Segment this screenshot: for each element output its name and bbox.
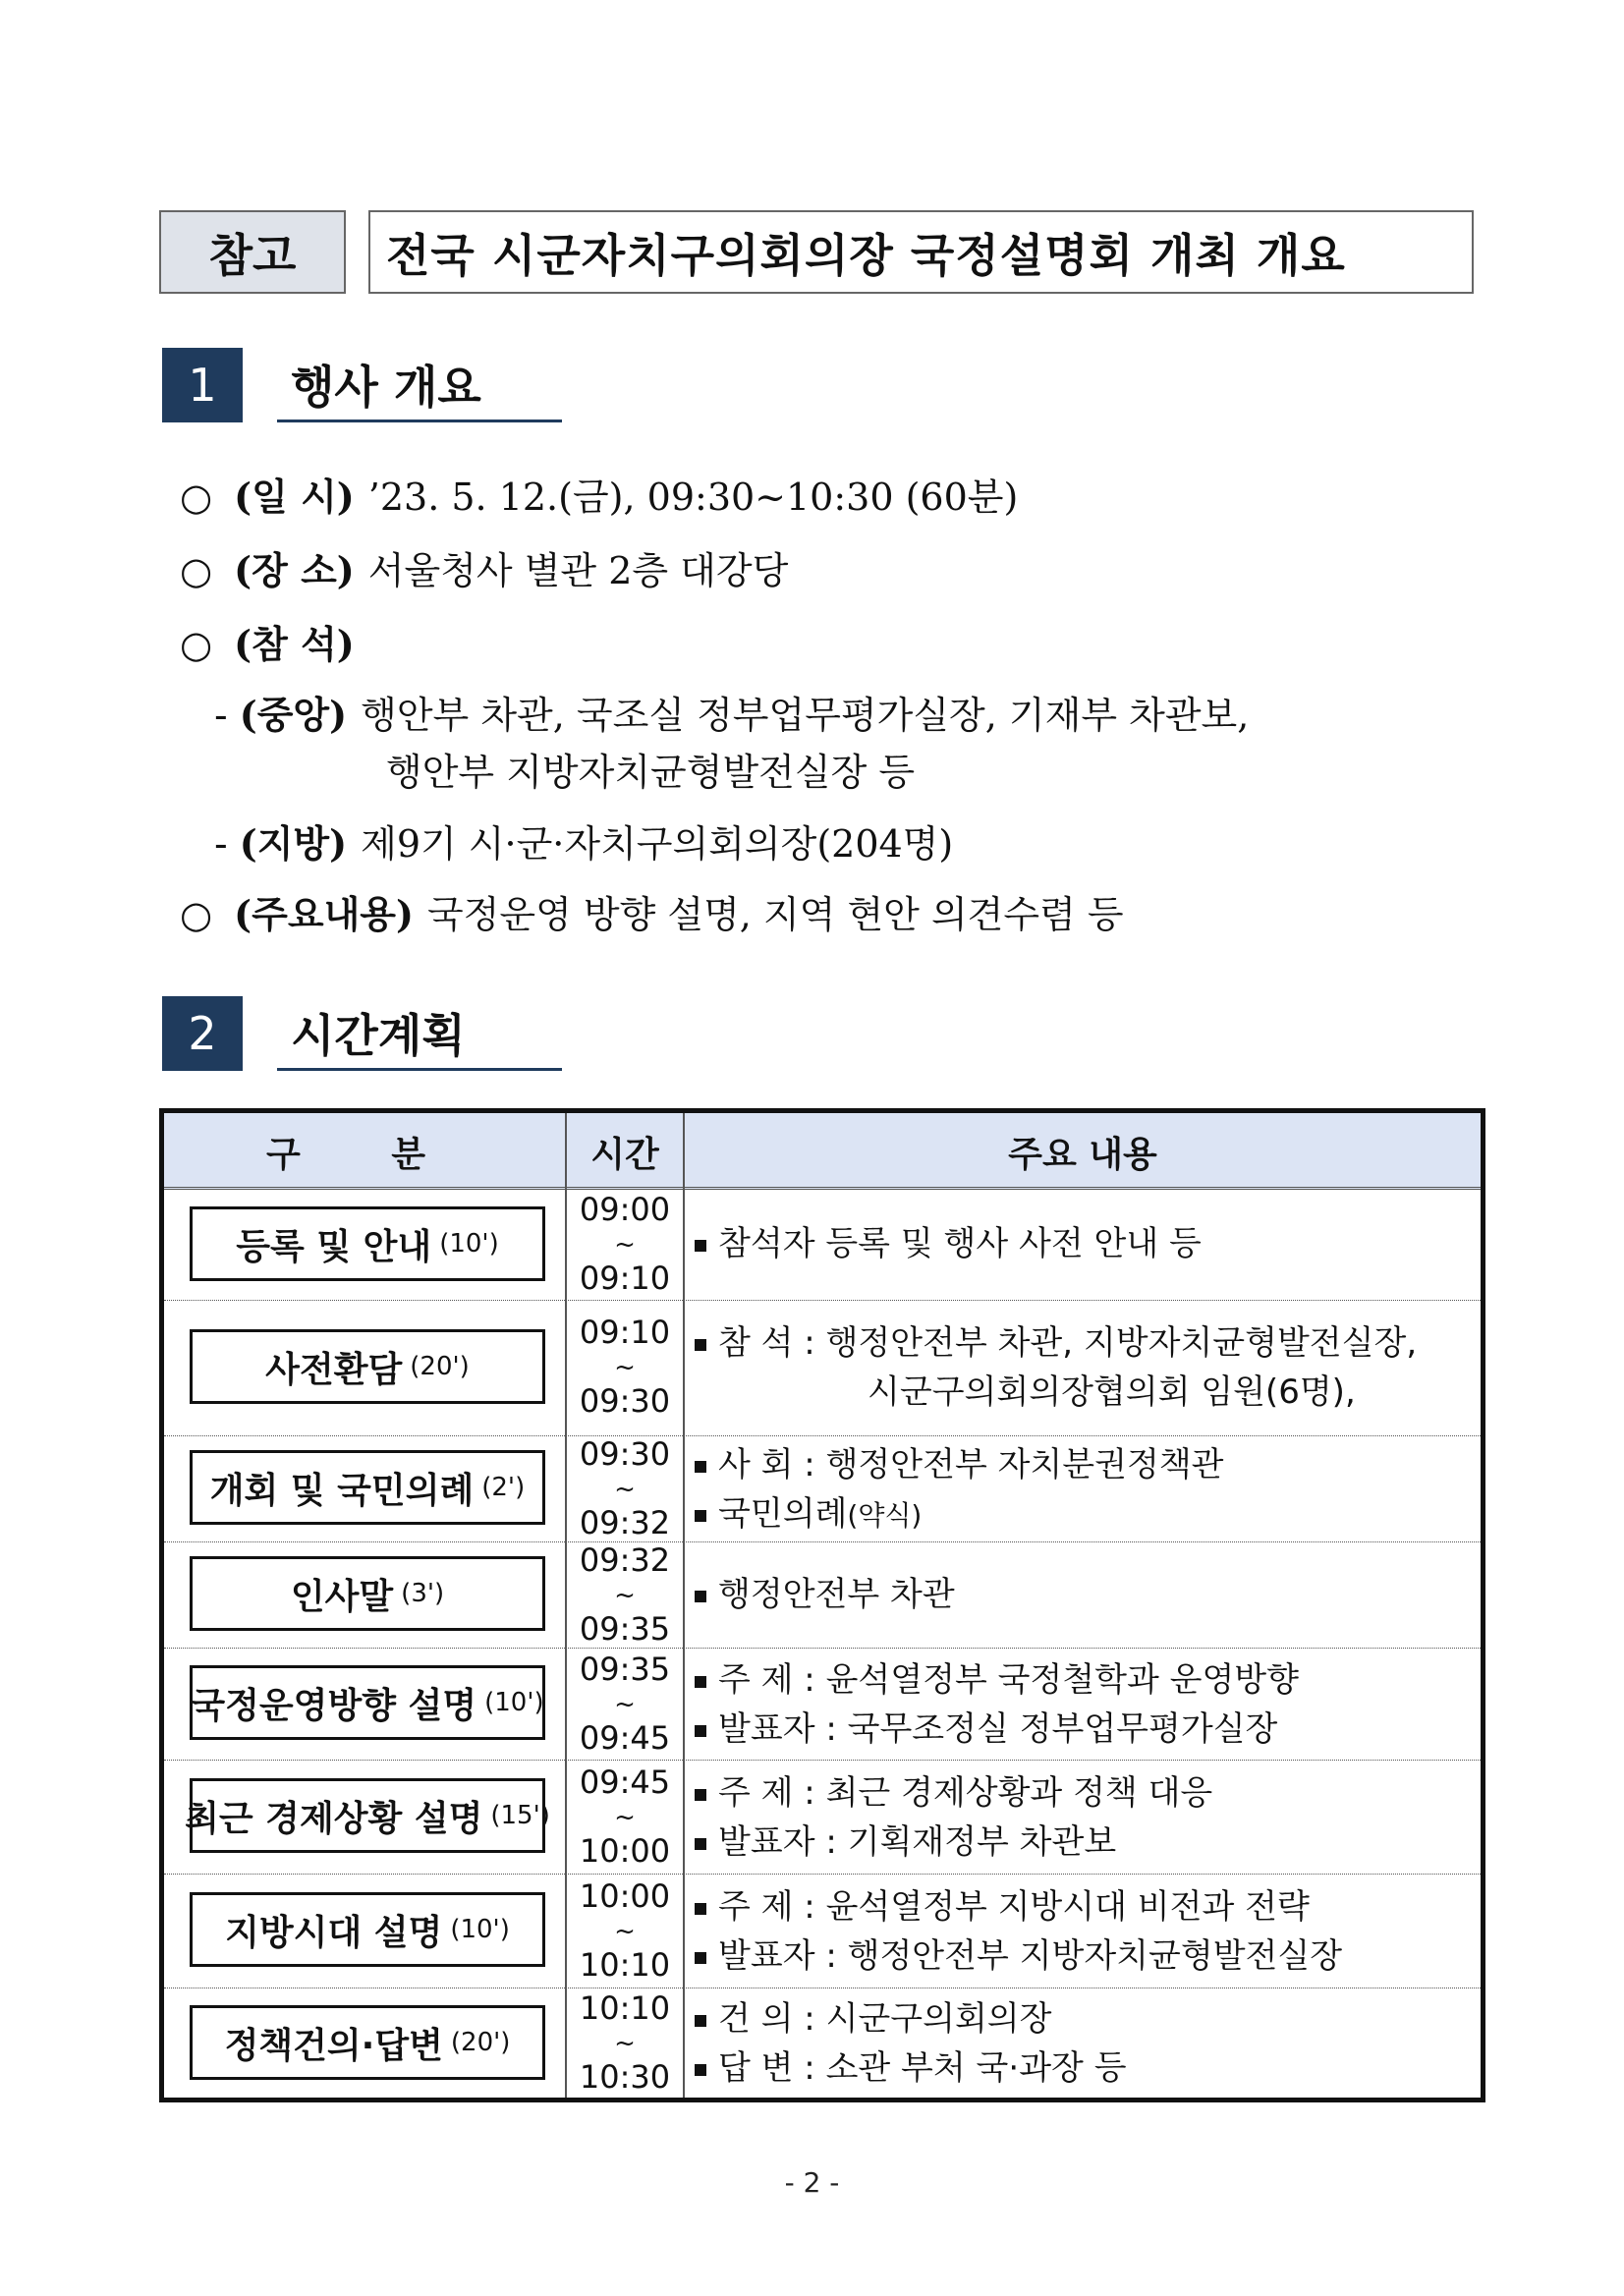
local-line — [214, 813, 953, 868]
time-cell: 10:10 ~ 10:30 — [579, 1989, 671, 2097]
content-cell: 주 제 : 윤석열정부 지방시대 비전과 전략 발표자 : 행정안전부 지방자치균형발전실장 — [695, 1882, 1481, 1981]
square-bullet-icon — [695, 1591, 706, 1602]
table-row — [164, 1435, 1481, 1541]
time-cell: 09:00 ~ 09:10 — [579, 1191, 671, 1298]
table-header — [164, 1113, 1481, 1190]
content-cell: 사 회 : 행정안전부 자치분권정책관 국민의례(약식) — [695, 1440, 1481, 1540]
category-box: 개회 및 국민의례 (2') — [190, 1450, 545, 1525]
category-box: 최근 경제상황 설명 (15') — [190, 1778, 545, 1853]
circle-bullet-icon: ○ — [180, 476, 213, 519]
main-content-line — [180, 884, 1124, 938]
section-2-number: 2 — [162, 996, 243, 1071]
circle-bullet-icon: ○ — [180, 893, 213, 936]
category-box: 국정운영방향 설명 (10') — [190, 1665, 545, 1740]
time-cell: 09:30 ~ 09:32 — [579, 1435, 671, 1542]
content-cell: 주 제 : 윤석열정부 국정철학과 운영방향 발표자 : 국무조정실 정부업무평가실장 — [695, 1655, 1481, 1754]
section-1-title: 행사 개요 — [277, 348, 562, 422]
document-title: 전국 시군자치구의회의장 국정설명회 개최 개요 — [368, 210, 1474, 294]
place-label: (장 소) — [234, 548, 355, 592]
square-bullet-icon — [695, 1789, 706, 1801]
dash-bullet: - — [214, 694, 228, 737]
time-cell: 10:00 ~ 10:10 — [579, 1877, 671, 1985]
time-cell: 09:45 ~ 10:00 — [579, 1764, 671, 1871]
central-line-2: 행안부 지방자치균형발전실장 등 — [386, 751, 916, 794]
place-line — [180, 540, 788, 594]
square-bullet-icon — [695, 2015, 706, 2027]
schedule-table — [159, 1108, 1485, 2102]
category-box: 인사말 (3') — [190, 1556, 545, 1631]
table-row — [164, 1648, 1481, 1760]
square-bullet-icon — [695, 1339, 706, 1351]
category-box: 사전환담 (20') — [190, 1329, 545, 1404]
section-1-number: 1 — [162, 348, 243, 422]
header-content: 주요 내용 — [1008, 1134, 1157, 1175]
time-cell: 09:10 ~ 09:30 — [579, 1314, 671, 1421]
datetime-value: ’23. 5. 12.(금), 09:30~10:30 (60분) — [367, 476, 1019, 519]
content-cell: 행정안전부 차관 — [695, 1570, 1481, 1619]
central-label: (중앙) — [239, 693, 348, 737]
attendees-label: (참 석) — [234, 622, 355, 666]
datetime-label: (일 시) — [234, 475, 355, 519]
time-cell: 09:35 ~ 09:45 — [579, 1651, 671, 1758]
content-cell: 참석자 등록 및 행사 사전 안내 등 — [695, 1219, 1481, 1268]
attendees-line — [180, 614, 368, 668]
content-cell: 참 석 : 행정안전부 차관, 지방자치균형발전실장, 시군구의회의장협의회 임원(6명), — [695, 1318, 1481, 1417]
table-row — [164, 1874, 1481, 1988]
square-bullet-icon — [695, 1461, 706, 1473]
content-cell: 건 의 : 시군구의회의장 답 변 : 소관 부처 국·과장 등 — [695, 1994, 1481, 2093]
square-bullet-icon — [695, 1903, 706, 1915]
central-value: 행안부 차관, 국조실 정부업무평가실장, 기재부 차관보, — [361, 694, 1250, 737]
square-bullet-icon — [695, 2064, 706, 2076]
category-box: 등록 및 안내 (10') — [190, 1206, 545, 1281]
table-row — [164, 1760, 1481, 1874]
circle-bullet-icon: ○ — [180, 549, 213, 592]
table-row — [164, 1541, 1481, 1648]
time-cell: 09:32 ~ 09:35 — [579, 1541, 671, 1649]
dash-bullet: - — [214, 822, 228, 866]
place-value: 서울청사 별관 2층 대강당 — [367, 549, 789, 592]
square-bullet-icon — [695, 1725, 706, 1737]
table-row — [164, 1192, 1481, 1300]
square-bullet-icon — [695, 1510, 706, 1522]
square-bullet-icon — [695, 1838, 706, 1850]
table-row — [164, 1300, 1481, 1435]
central-line — [214, 685, 1249, 739]
main-content-value: 국정운영 방향 설명, 지역 현안 의견수렴 등 — [426, 893, 1124, 936]
category-box: 지방시대 설명 (10') — [190, 1892, 545, 1967]
header-category: 구 분 — [265, 1134, 466, 1175]
content-cell: 주 제 : 최근 경제상황과 정책 대응 발표자 : 기획재정부 차관보 — [695, 1768, 1481, 1867]
square-bullet-icon — [695, 1240, 706, 1252]
category-box: 정책건의·답변 (20') — [190, 2005, 545, 2080]
section-2-title: 시간계획 — [277, 996, 562, 1071]
table-row — [164, 1988, 1481, 2098]
local-value: 제9기 시·군·자치구의회의장(204명) — [361, 822, 954, 866]
square-bullet-icon — [695, 1676, 706, 1688]
main-content-label: (주요내용) — [234, 892, 414, 936]
reference-label: 참고 — [159, 210, 346, 294]
page-number: - 2 - — [784, 2166, 840, 2199]
header-time: 시간 — [590, 1134, 659, 1175]
local-label: (지방) — [239, 821, 348, 866]
datetime-line — [180, 467, 1018, 521]
circle-bullet-icon: ○ — [180, 623, 213, 666]
square-bullet-icon — [695, 1952, 706, 1964]
